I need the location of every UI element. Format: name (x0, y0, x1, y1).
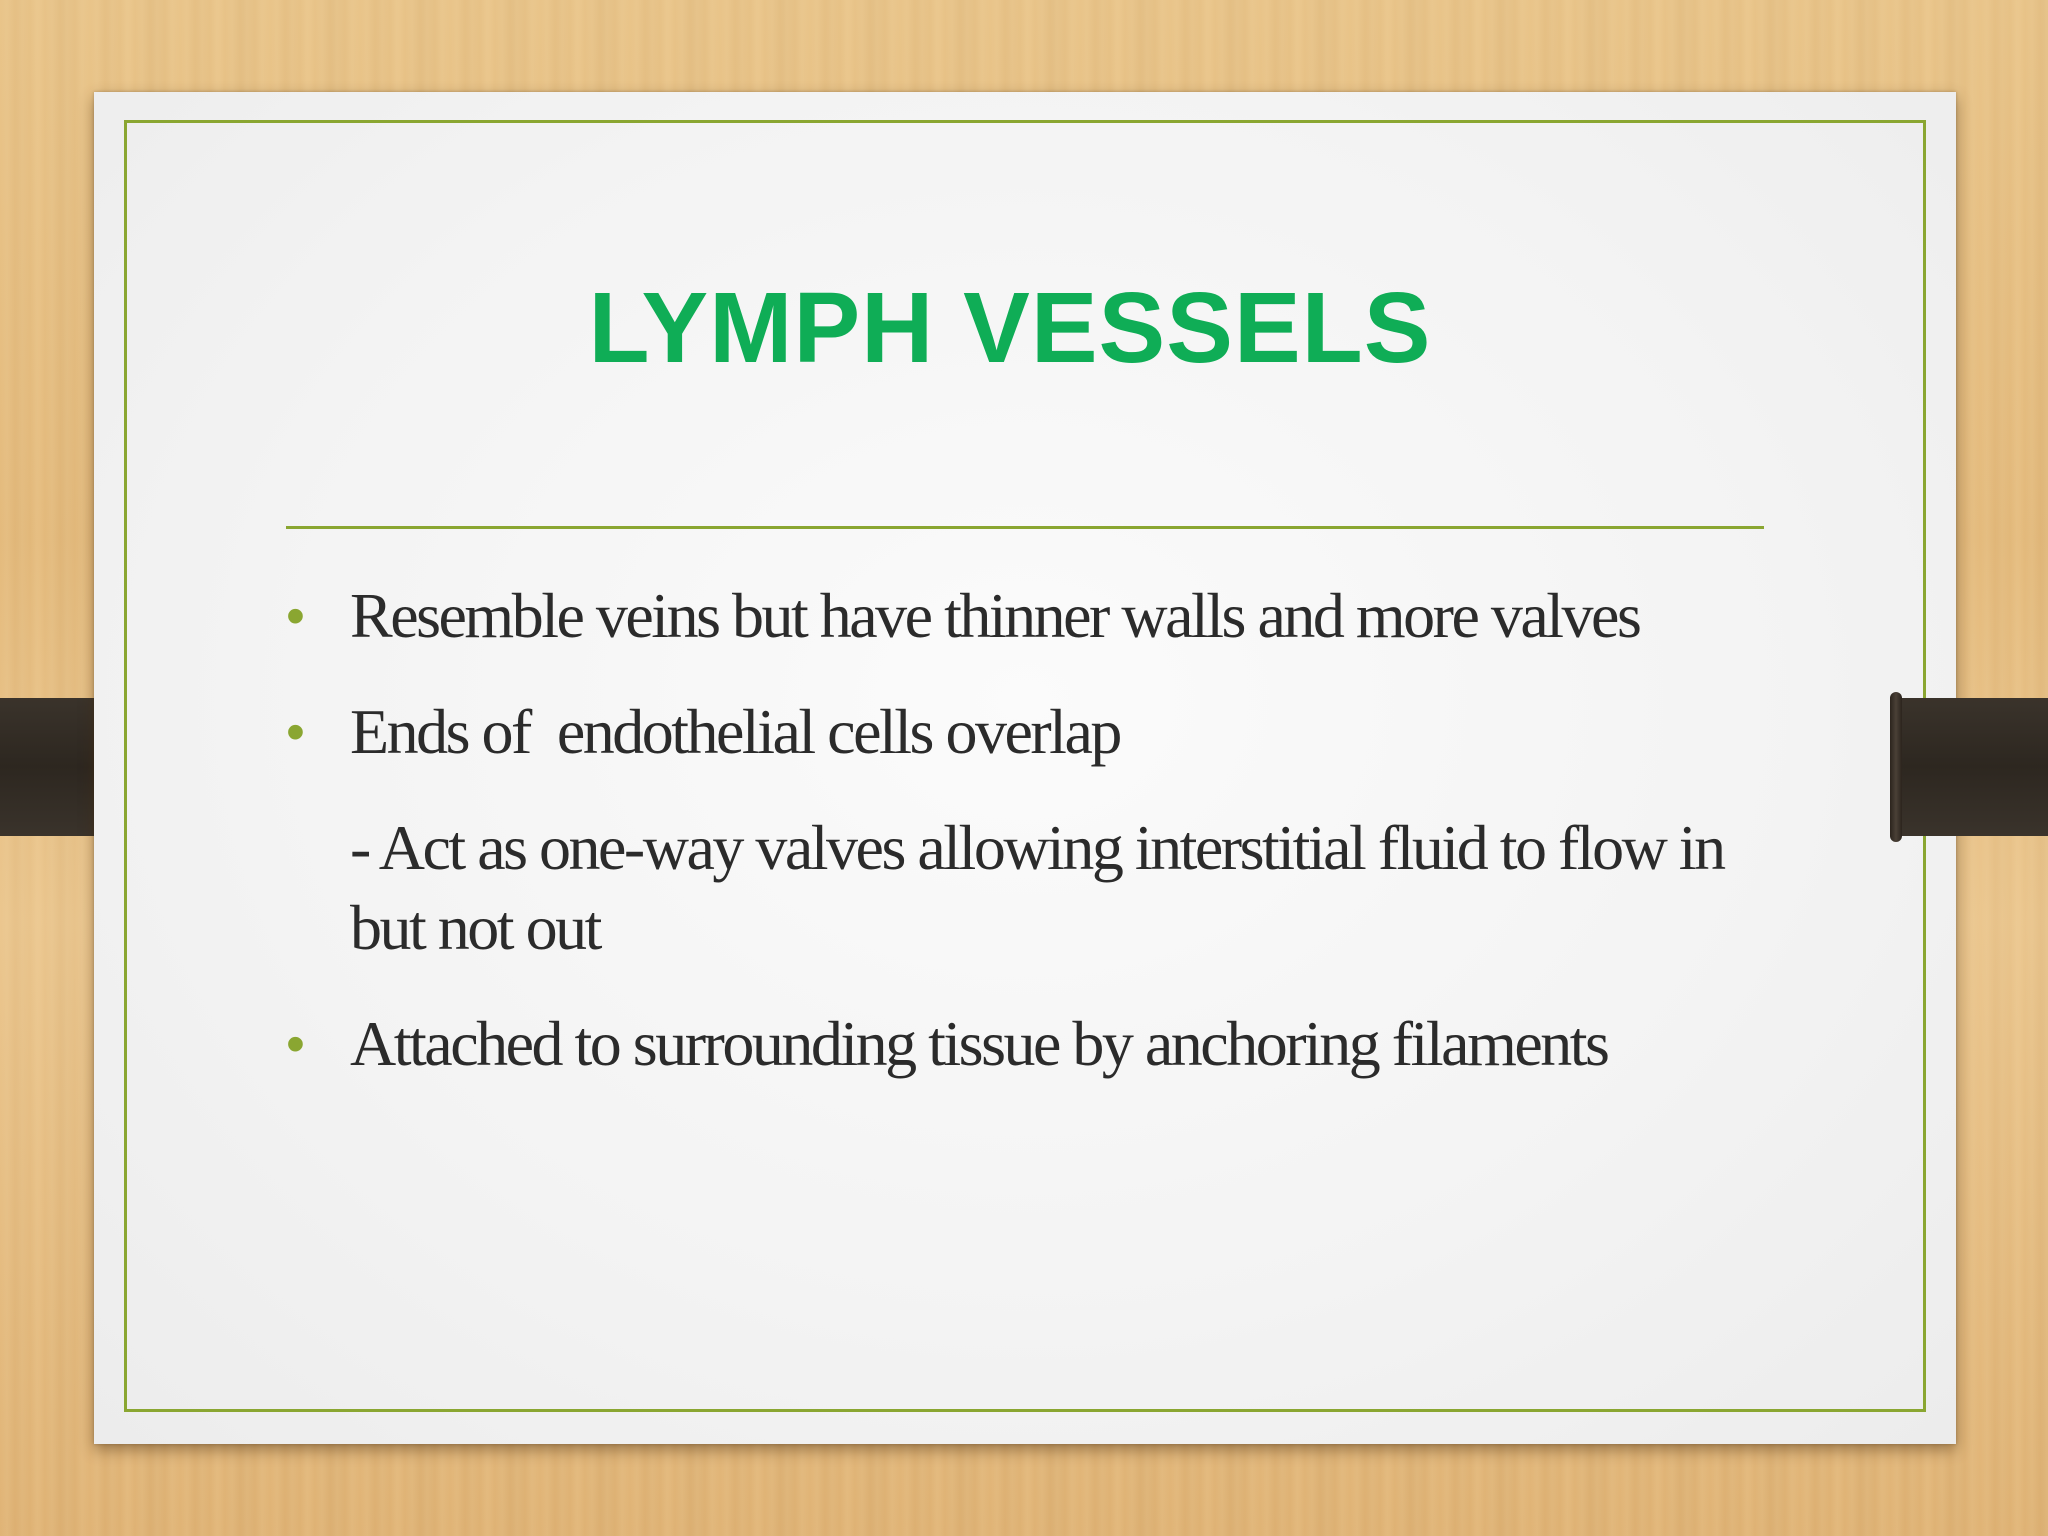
bullet-dot-icon: • (286, 1014, 303, 1074)
bullet-item-2 (286, 692, 1766, 772)
right-binder-tab-edge (1890, 692, 1902, 842)
bullet-dot-icon: • (286, 702, 303, 762)
bullet-item-3 (286, 1004, 1766, 1084)
bullet-text: Attached to surrounding tissue by anchoring filaments (350, 1008, 1608, 1079)
sub-point (286, 808, 1766, 968)
bullet-text: Resemble veins but have thinner walls and more valves (350, 580, 1640, 651)
bullet-list (286, 576, 1766, 1120)
bullet-text: Ends of endothelial cells overlap (350, 696, 1120, 767)
title-divider (286, 526, 1764, 529)
slide-title: LYMPH VESSELS (588, 272, 1432, 384)
right-binder-tab (1890, 698, 2048, 836)
bullet-dot-icon: • (286, 586, 303, 646)
sub-point-text: - Act as one-way valves allowing interstitial fluid to flow in but not out (350, 812, 1724, 963)
bullet-item-1 (286, 576, 1766, 656)
